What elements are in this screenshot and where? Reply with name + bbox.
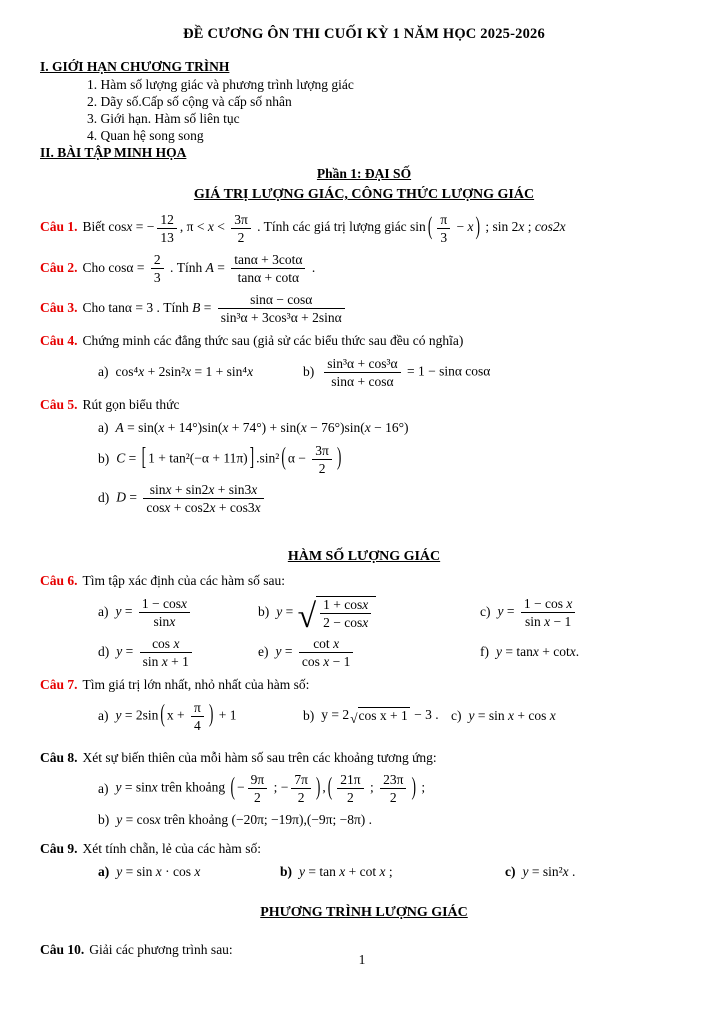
exercises-heading: II. BÀI TẬP MINH HỌA <box>40 145 187 161</box>
question-part <box>98 482 267 515</box>
section-heading <box>40 549 688 565</box>
part-id: d) <box>98 490 110 505</box>
outline-item: 2. Dãy số.Cấp số cộng và cấp số nhân <box>87 93 292 109</box>
question-1 <box>40 212 688 245</box>
question-part <box>258 636 480 669</box>
outline-item: 4. Quan hệ song song <box>87 127 204 143</box>
question-text: Xét tính chẵn, lẻ của các hàm số: <box>82 841 261 857</box>
question-parts-row <box>40 700 688 733</box>
question-label: Câu 7. <box>40 677 78 693</box>
question-parts-row <box>40 864 688 881</box>
section-heading-text: PHƯƠNG TRÌNH LƯỢNG GIÁC <box>260 904 468 920</box>
question-part <box>98 772 425 805</box>
question-intro <box>40 840 688 858</box>
part-heading-text: Phần 1: ĐẠI SỐ <box>316 165 412 181</box>
part-formula: D = $\frac{\sin x + \sin 2x + \sin 3x}{\cos x + \cos 2x + \cos 3x}$ <box>116 482 266 515</box>
part-formula: y = 2sin ( x + $\frac{\pi}{4}$ ) + 1 <box>115 698 237 733</box>
part-id: c) <box>451 707 462 723</box>
part-id: b) <box>98 811 110 827</box>
question-intro <box>40 292 688 325</box>
question-intro <box>40 676 688 694</box>
question-part <box>98 636 258 669</box>
part-formula: y = 2 √ cos x + 1 − 3 . <box>321 707 439 726</box>
question-part <box>303 356 490 389</box>
question-text: Xét sự biến thiên của mỗi hàm số sau trên các khoảng tương ứng: <box>82 749 437 765</box>
question-label: Câu 8. <box>40 749 78 765</box>
part-id: a) <box>98 604 109 620</box>
question-label: Câu 10. <box>40 941 85 957</box>
question-part <box>98 700 303 733</box>
part-formula: y = $\frac{\text{1 − cos x}}{\text{sin x − 1}}$ <box>498 596 579 629</box>
question-7 <box>40 676 688 733</box>
part-formula: y = cosx trên khoảng (−20π; −19π),(−9π; −8π) . <box>116 811 373 827</box>
part-id: a) <box>98 419 109 435</box>
question-parts-row <box>40 356 688 389</box>
part-id: b) <box>280 863 293 879</box>
question-part <box>505 864 575 881</box>
part-id: b) <box>258 604 270 620</box>
question-part <box>480 596 578 629</box>
section-heading-text: HÀM SỐ LƯỢNG GIÁC <box>287 549 441 565</box>
question-label: Câu 9. <box>40 841 78 857</box>
part-id: a) <box>98 364 109 380</box>
part-id: e) <box>258 643 269 659</box>
question-8 <box>40 749 688 829</box>
question-intro <box>40 572 688 590</box>
question-intro <box>40 396 688 414</box>
question-label: Câu 5. <box>40 397 78 413</box>
question-9 <box>40 840 688 880</box>
part-id: d) <box>98 643 110 659</box>
part-formula: y = tan x + cot x ; <box>299 863 393 879</box>
question-label: Câu 2. <box>40 259 78 275</box>
question-text: Tìm tập xác định của các hàm số sau: <box>82 573 285 589</box>
question-text: Cho tanα = 3 . Tính B = $\frac{\sin\alpha - \cos\alpha}{\text{sin³α + 3cos³α + 2sinα}}$ <box>83 300 348 315</box>
question-text: Giải các phương trình sau: <box>89 941 233 957</box>
question-text: Tìm giá trị lớn nhất, nhỏ nhất của hàm số: <box>82 677 310 693</box>
part-formula: y = sin²x . <box>522 863 576 879</box>
question-intro <box>40 212 688 245</box>
question-text: Rút gọn biểu thức <box>82 397 180 413</box>
question-parts-row <box>40 636 688 669</box>
question-parts-row <box>40 482 688 515</box>
question-label: Câu 1. <box>40 219 78 235</box>
question-part <box>98 812 372 829</box>
part-formula: cos⁴x + 2sin²x = 1 + sin⁴x <box>115 364 254 380</box>
question-text: Biết cosx = − $\frac{12}{13}$ , π < x < $\frac{3\pi}{2}$ . Tính các giá trị lượng giác sin ( $\frac{\pi}{3}$ − x ) ; sin 2x ; cos2x <box>82 211 566 245</box>
question-part <box>98 364 303 381</box>
question-label: Câu 4. <box>40 333 78 349</box>
part-id: b) <box>303 707 315 723</box>
outline-item: 3. Giới hạn. Hàm số liên tục <box>87 110 240 126</box>
question-intro <box>40 252 688 285</box>
question-intro <box>40 332 688 350</box>
part-formula: y = √ $\frac{1 + \cos x}{2 - \cos x}$ <box>276 596 377 630</box>
question-parts-row <box>40 812 688 829</box>
part-id: c) <box>505 863 516 879</box>
question-intro <box>40 749 688 767</box>
page-number: 1 <box>358 952 366 967</box>
question-part <box>480 644 579 661</box>
sqrt-radical: √ $\frac{1 + \cos x}{2 - \cos x}$ <box>298 596 377 630</box>
question-part <box>98 596 258 629</box>
sqrt-radical: √ cos x + 1 <box>350 708 408 726</box>
question-parts-row <box>40 596 688 635</box>
part-formula: y = sin x · cos x <box>116 863 201 879</box>
part-formula: y = $\frac{\text{cos x}}{\text{sin x + 1}}$ <box>116 636 195 669</box>
question-text: Cho cosα = $\frac{2}{3}$ . Tính A = $\frac{\tan\alpha + 3\cot\alpha}{\tan\alpha + \cot\alpha}$ . <box>82 251 316 286</box>
outline-heading: I. GIỚI HẠN CHƯƠNG TRÌNH <box>40 59 230 74</box>
outline-item: 1. Hàm số lượng giác và phương trình lượng giác <box>87 76 354 92</box>
question-5 <box>40 396 688 515</box>
part-formula: C = [ 1 + tan²(−α + 11π) ] .sin² ( α − $\frac{3\pi}{2}$ ) <box>116 441 342 476</box>
part-formula: y = $\frac{1 - \cos x}{\sin x}$ <box>116 596 193 629</box>
question-label: Câu 3. <box>40 299 78 315</box>
question-6 <box>40 572 688 669</box>
part-id: c) <box>480 604 491 620</box>
part-formula: y = tanx + cotx. <box>496 643 580 659</box>
question-part <box>303 707 451 725</box>
question-part <box>98 443 343 476</box>
question-part <box>98 864 280 881</box>
part-formula: y = sinx trên khoảng ( − $\frac{9\pi}{2}$ ; − $\frac{7\pi}{2}$ ) , ( $\frac{21\pi}{2}$ ; $\frac{23\pi}{2}$ ) ; <box>115 771 426 806</box>
questions-area <box>40 212 688 959</box>
part-formula: y = sin x + cos x <box>468 707 556 723</box>
part-id: a) <box>98 863 110 879</box>
outline-list <box>87 76 688 145</box>
question-parts-row <box>40 772 688 805</box>
question-3 <box>40 292 688 325</box>
section-heading <box>40 186 688 205</box>
section-heading <box>40 905 688 921</box>
question-part <box>258 596 480 635</box>
part-formula: y = $\frac{\text{cot x}}{\text{cos x − 1}}$ <box>276 636 357 669</box>
question-2 <box>40 252 688 285</box>
part-id: b) <box>303 364 315 380</box>
question-label: Câu 6. <box>40 573 78 589</box>
question-part <box>98 420 409 437</box>
question-4 <box>40 332 688 389</box>
part-heading <box>40 165 688 183</box>
part-id: a) <box>98 707 109 723</box>
part-id: f) <box>480 643 489 659</box>
question-text: Chứng minh các đẳng thức sau (giả sử các biểu thức sau đều có nghĩa) <box>82 333 464 349</box>
part-id: b) <box>98 450 110 466</box>
question-parts-row <box>40 420 688 437</box>
section-heading-text: GIÁ TRỊ LƯỢNG GIÁC, CÔNG THỨC LƯỢNG GIÁC <box>193 186 535 202</box>
question-parts-row <box>40 443 688 476</box>
question-part <box>451 708 556 725</box>
part-id: a) <box>98 780 109 796</box>
document-title: ĐỀ CƯƠNG ÔN THI CUỐI KỲ 1 NĂM HỌC 2025-2026 <box>183 26 545 42</box>
part-formula: $\frac{\text{sin³α + cos³α}}{\sin\alpha + \cos\alpha}$ = 1 − sinα cosα <box>321 356 490 389</box>
question-part <box>280 864 505 881</box>
part-formula: A = sin(x + 14°)sin(x + 74°) + sin(x − 76°)sin(x − 16°) <box>115 419 409 435</box>
